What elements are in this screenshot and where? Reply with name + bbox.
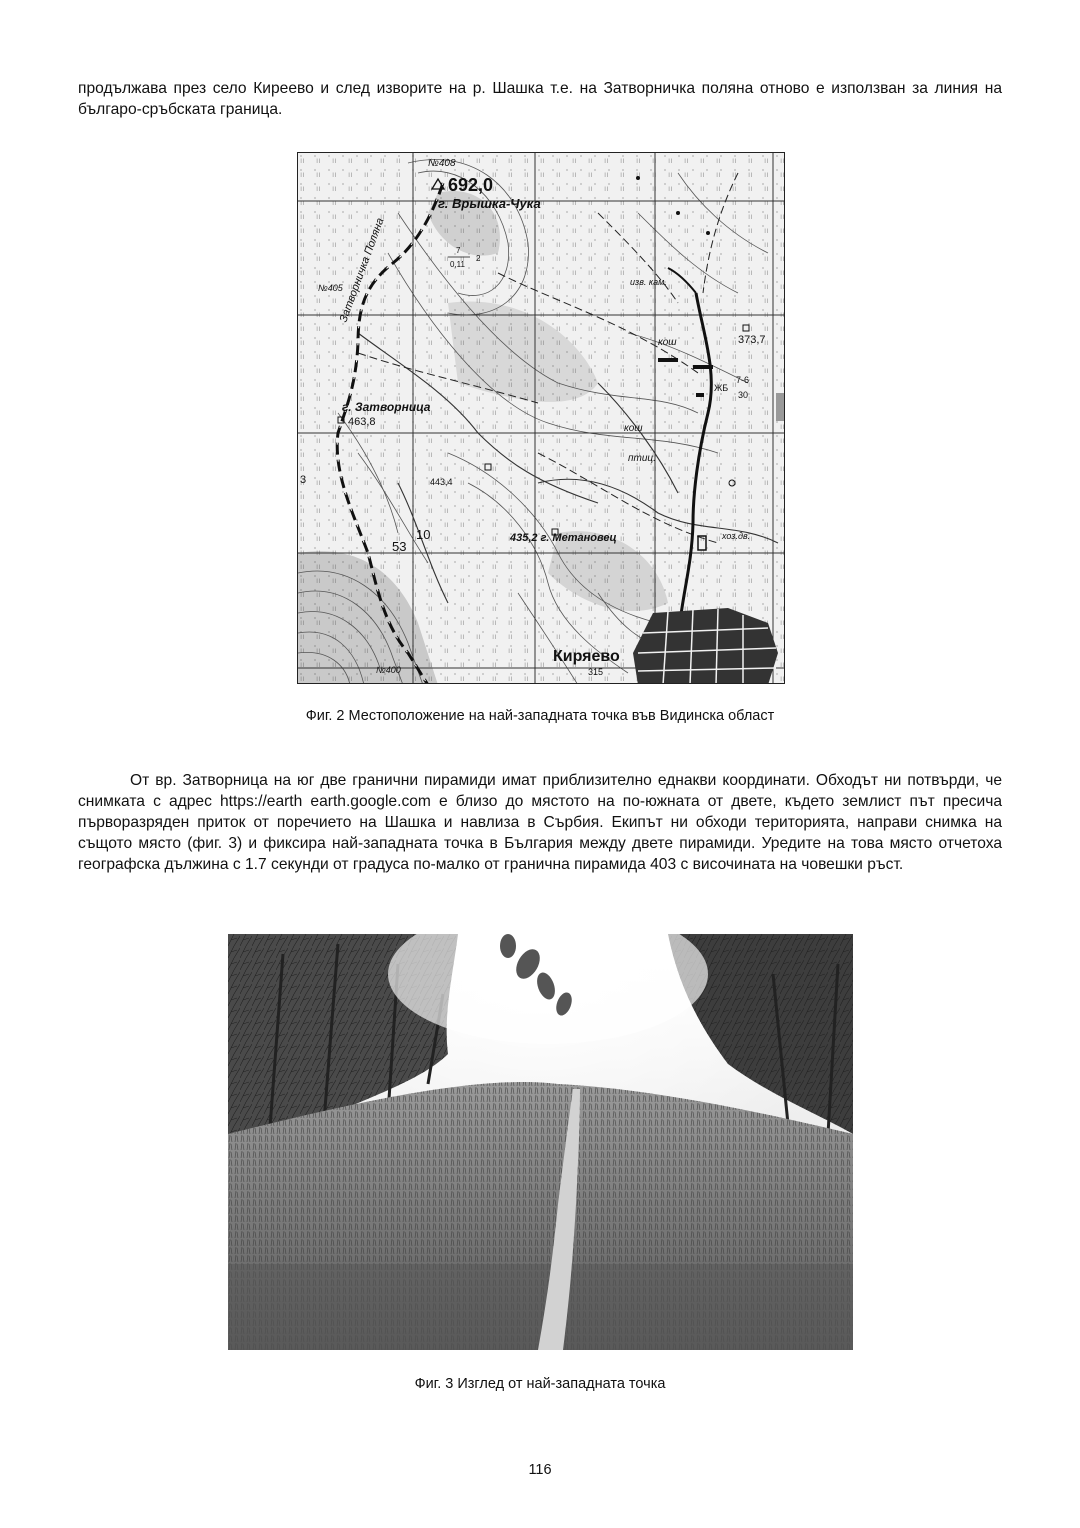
- label-fraction-bottom: 0,11: [450, 260, 465, 269]
- label-village: Киряево: [553, 648, 620, 665]
- label-peak-height: 692,0: [448, 175, 494, 195]
- label-pyramid-400: №400: [376, 665, 401, 675]
- label-fraction-top: 7: [456, 246, 461, 255]
- label-fraction-right: 2: [476, 254, 481, 263]
- label-village-height: 315: [588, 667, 604, 677]
- label-pyramid-408: №408: [428, 158, 456, 169]
- label-hoz-dv: хоз.дв.: [722, 531, 751, 541]
- figure-2-caption: Фиг. 2 Местоположение на най-западната точка във Видинска област: [305, 708, 775, 724]
- label-zatvornitsa-height: 463,8: [348, 416, 376, 428]
- label-bridge: ЖБ: [714, 383, 729, 393]
- paragraph-main: От вр. Затворница на юг две гранични пирамиди имат приблизително еднакви координати. Обходът ни потвърди, че снимката с адрес https://earth earth.google.com е близо до мястото на по-южната от двете, където землист път пресича първоразряден приток от поречието на Шашка и навлиза в Сърбия. Екипът ни обходи територията, направи снимка на същото място (фиг. 3) и фиксира най-западната точка в България между двете пирамиди. Уредите на това място отчетоха географска дължина с 1.7 секунди от градуса по-малко от гранична пирамида 403 с височината на човешки ръст.: [78, 772, 1002, 873]
- label-height-373: 373,7: [738, 334, 766, 346]
- label-ptits: птиц.: [628, 453, 656, 464]
- label-height-443: 443,4: [430, 477, 453, 487]
- label-bridge-span: 30: [738, 390, 749, 400]
- paragraph-intro: продължава през село Киреево и след изворите на р. Шашка т.е. на Затворничка поляна отново е използван за линия на българо-сръбската граница.: [78, 80, 1002, 118]
- map-graphic: [298, 153, 785, 684]
- topographic-map: [297, 152, 785, 684]
- label-zatvornitsa: г. Затворница: [342, 400, 431, 414]
- label-izv-kam: изв. кам.: [630, 277, 667, 287]
- label-pyramid-405: №405: [318, 283, 343, 293]
- page-number: 116: [528, 1462, 552, 1478]
- forest-path-photo: [228, 934, 853, 1350]
- label-grid-53: 53: [392, 539, 407, 554]
- label-metanovets: 435,2 г. Метановец: [510, 532, 617, 544]
- label-grid-3: 3: [300, 474, 307, 486]
- label-kosh-1: кош: [658, 337, 677, 348]
- label-grid-10: 10: [416, 527, 431, 542]
- photo-graphic: [228, 934, 853, 1350]
- label-meadow: Затворничка Поляна: [337, 216, 387, 325]
- label-kosh-2: кош: [624, 423, 643, 434]
- label-peak-name: г. Врышка-Чука: [438, 196, 541, 211]
- label-bridge-dims: 7-6: [736, 375, 750, 385]
- village-block: [633, 608, 778, 684]
- figure-3-caption: Фиг. 3 Изглед от най-западната точка: [414, 1376, 666, 1392]
